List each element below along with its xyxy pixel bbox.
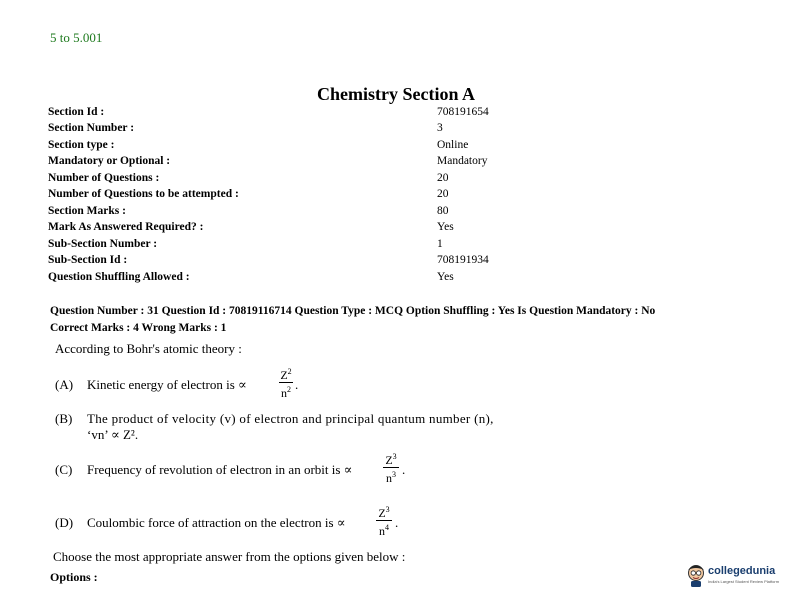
info-label: Section Id : <box>48 106 105 118</box>
numerator: Z <box>378 506 386 520</box>
header-note: 5 to 5.001 <box>50 30 103 45</box>
info-value: Yes <box>437 271 454 283</box>
info-value: 708191934 <box>437 254 489 266</box>
denominator: n <box>281 386 287 400</box>
info-label: Section type : <box>48 139 115 151</box>
denominator-exponent: 2 <box>287 385 291 394</box>
info-value: 20 <box>437 188 449 200</box>
option-d-fraction <box>376 504 392 537</box>
options-label: Options : <box>50 570 98 584</box>
info-label: Mark As Answered Required? : <box>48 221 204 233</box>
option-d-text: Coulombic force of attraction on the electron is ∝ <box>87 515 346 530</box>
info-label: Number of Questions : <box>48 172 160 184</box>
info-label: Number of Questions to be attempted : <box>48 188 239 200</box>
info-label: Sub-Section Number : <box>48 238 158 250</box>
option-b-text: The product of velocity (v) of electron and principal quantum number (n), <box>87 411 494 426</box>
numerator-exponent: 2 <box>287 367 292 376</box>
denominator-exponent: 4 <box>385 523 389 532</box>
collegedunia-logo <box>686 562 786 592</box>
logo-name: collegedunia <box>708 565 776 577</box>
info-value: 80 <box>437 205 449 217</box>
option-c-fraction <box>383 451 399 484</box>
question-meta: Question Number : 31 Question Id : 70819116714 Question Type : MCQ Option Shuffling : Yes Is Question Mandatory : No <box>50 305 656 317</box>
option-d-letter: (D) <box>55 515 74 530</box>
page-title: Chemistry Section A <box>317 84 475 104</box>
mascot-icon <box>686 562 706 588</box>
numerator: Z <box>280 368 288 382</box>
info-label: Mandatory or Optional : <box>48 155 171 167</box>
option-b-text-2: ‘vn’ ∝ Z². <box>87 427 139 442</box>
info-value: 708191654 <box>437 106 489 118</box>
option-a-text: Kinetic energy of electron is ∝ <box>87 377 247 392</box>
info-label: Sub-Section Id : <box>48 254 128 266</box>
denominator-exponent: 3 <box>392 470 396 479</box>
info-value: 3 <box>437 122 443 134</box>
option-c-text: Frequency of revolution of electron in an orbit is ∝ <box>87 462 353 477</box>
numerator: Z <box>385 453 393 467</box>
info-label: Section Marks : <box>48 205 126 217</box>
info-value: 20 <box>437 172 449 184</box>
question-stem: According to Bohr's atomic theory : <box>55 341 242 356</box>
denominator: n <box>386 471 392 485</box>
logo-tagline: India's Largest Student Review Platform <box>708 579 780 584</box>
instruction: Choose the most appropriate answer from the options given below : <box>53 549 406 564</box>
info-value: Online <box>437 139 469 151</box>
numerator-exponent: 3 <box>385 505 390 514</box>
option-a-fraction <box>279 366 293 399</box>
option-b-letter: (B) <box>55 411 73 426</box>
denominator: n <box>379 524 385 538</box>
info-value: Yes <box>437 221 454 233</box>
info-value: 1 <box>437 238 443 250</box>
option-a-letter: (A) <box>55 377 74 392</box>
info-label: Question Shuffling Allowed : <box>48 271 190 283</box>
option-c-letter: (C) <box>55 462 73 477</box>
question-marks: Correct Marks : 4 Wrong Marks : 1 <box>50 322 227 334</box>
info-label: Section Number : <box>48 122 135 134</box>
numerator-exponent: 3 <box>392 452 397 461</box>
info-value: Mandatory <box>437 155 488 167</box>
